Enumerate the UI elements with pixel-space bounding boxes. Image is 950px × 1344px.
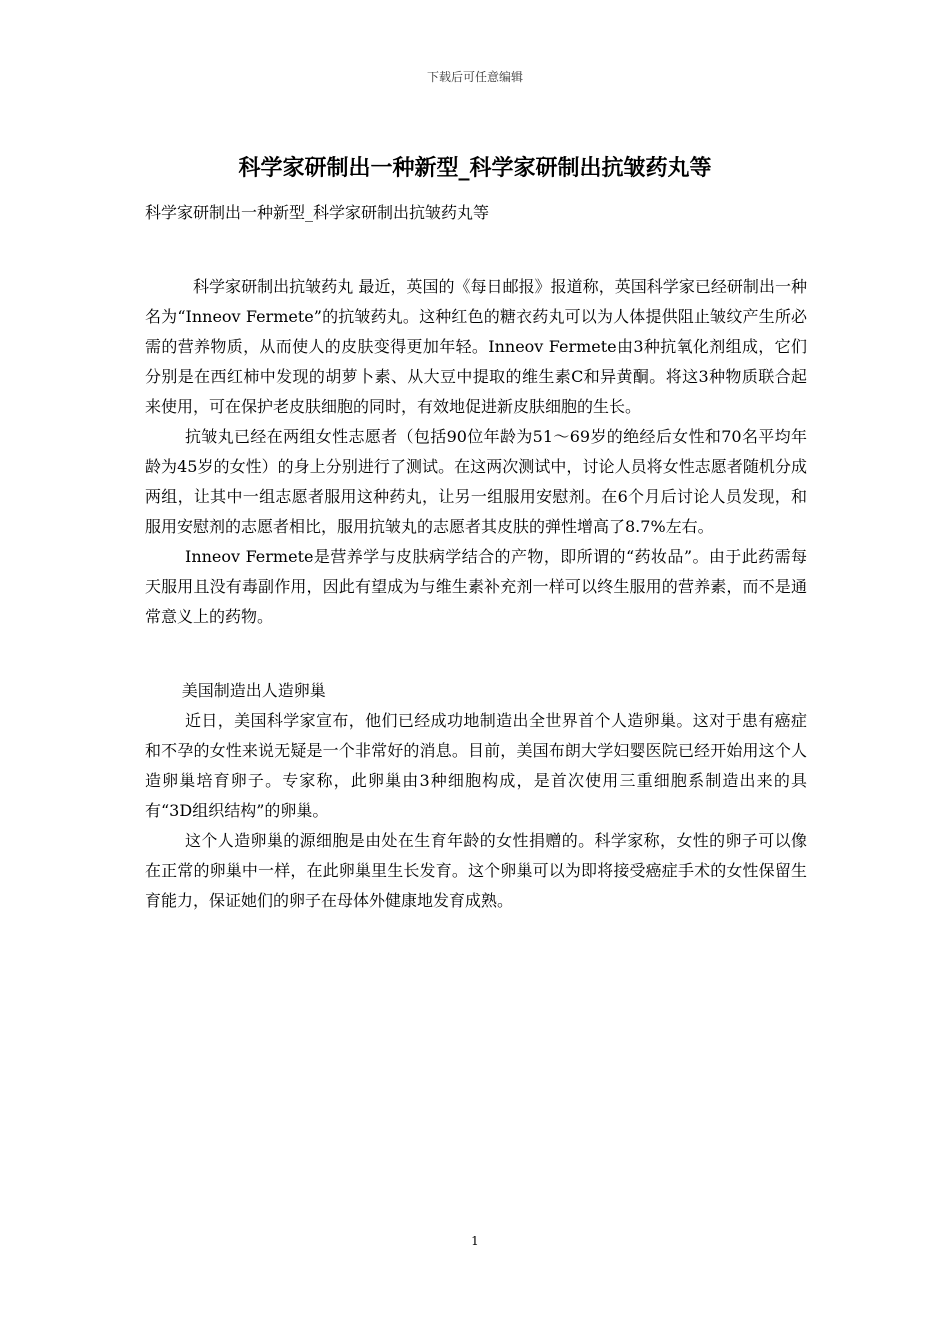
document-title: 科学家研制出一种新型_科学家研制出抗皱药丸等: [238, 156, 712, 181]
section-gap: [145, 632, 807, 676]
document-body: [145, 272, 807, 916]
paragraph-1: 科学家研制出抗皱药丸 最近，英国的《每日邮报》报道称，英国科学家已经研制出一种名为“Inneov Fermete”的抗皱药丸。这种红色的糖衣药丸可以为人体提供阻止皱纹产生所必需的营养物质，从而使人的皮肤变得更加年轻。Inneov Fermete由3种抗氧化剂组成，它们分别是在西红柿中发现的胡萝卜素、从大豆中提取的维生素C和异黄酮。将这3种物质联合起来使用，可在保护老皮肤细胞的同时，有效地促进新皮肤细胞的生长。: [145, 277, 807, 416]
paragraph-5: 这个人造卵巢的源细胞是由处在生育年龄的女性捐赠的。科学家称，女性的卵子可以像在正常的卵巢中一样，在此卵巢里生长发育。这个卵巢可以为即将接受癌症手术的女性保留生育能力，保证她们的卵子在母体外健康地发育成熟。: [145, 831, 807, 910]
paragraph-2: 抗皱丸已经在两组女性志愿者（包括90位年龄为51～69岁的绝经后女性和70名平均年龄为45岁的女性）的身上分别进行了测试。在这两次测试中，讨论人员将女性志愿者随机分成两组，让其中一组志愿者服用这种药丸，让另一组服用安慰剂。在6个月后讨论人员发现，和服用安慰剂的志愿者相比，服用抗皱丸的志愿者其皮肤的弹性增高了8.7%左右。: [145, 427, 807, 536]
page-number: 1: [471, 1234, 479, 1248]
paragraph-4: 近日，美国科学家宣布，他们已经成功地制造出全世界首个人造卵巢。这对于患有癌症和不孕的女性来说无疑是一个非常好的消息。目前，美国布朗大学妇婴医院已经开始用这个人造卵巢培育卵子。专家称，此卵巢由3种细胞构成，是首次使用三重细胞系制造出来的具有“3D组织结构”的卵巢。: [145, 711, 807, 820]
document-subtitle: 科学家研制出一种新型_科学家研制出抗皱药丸等: [145, 203, 490, 222]
page-header: 下载后可任意编辑: [426, 70, 523, 84]
paragraph-3: Inneov Fermete是营养学与皮肤病学结合的产物，即所谓的“药妆品”。由于此药需每天服用且没有毒副作用，因此有望成为与维生素补充剂一样可以终生服用的营养素，而不是通常意义上的药物。: [145, 547, 807, 626]
section-heading: 美国制造出人造卵巢: [181, 681, 326, 700]
